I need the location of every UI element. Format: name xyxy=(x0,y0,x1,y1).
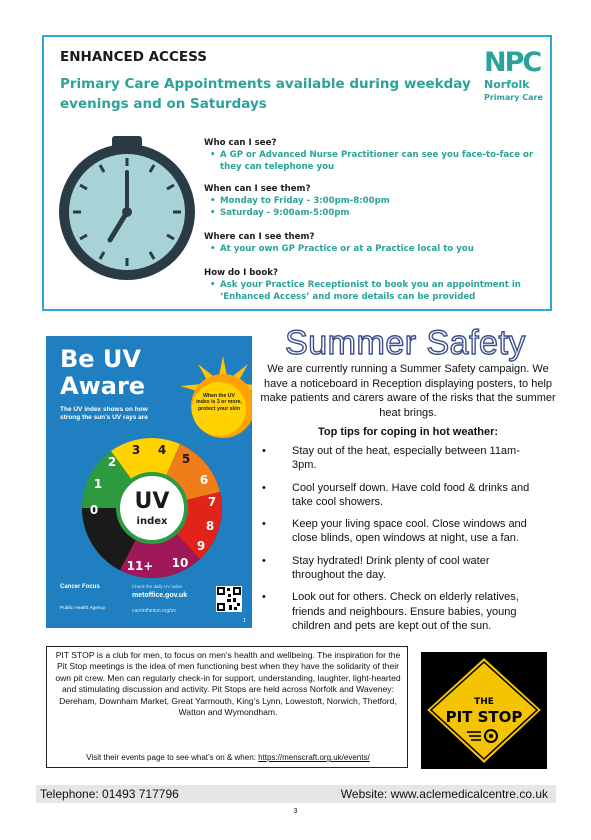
uv-dial-number: 7 xyxy=(207,495,217,509)
uv-dial-number: 3 xyxy=(131,443,141,457)
qa-answer: • Monday to Friday - 3:00pm-8:00pm xyxy=(210,196,390,206)
npc-logo-primary-care: Primary Care xyxy=(484,93,543,102)
summer-safety-intro: We are currently running a Summer Safety campaign. We have a noticeboard in Reception displaying posters, to help make patients and carers aware of the risks that the summer heat brings. xyxy=(260,363,556,419)
tip-item: • Stay out of the heat, especially between 11am-3pm. xyxy=(262,445,520,472)
tips-list xyxy=(262,444,542,641)
clock-icon xyxy=(52,132,202,282)
qa-where xyxy=(204,231,549,255)
uv-dial-number: 11+ xyxy=(126,559,154,573)
uv-poster xyxy=(46,336,252,628)
uv-dial-number: 10 xyxy=(171,556,189,570)
uv-subtitle: The UV index shows on how strong the sun's UV rays are xyxy=(60,406,148,421)
npc-logo-letters: NPC xyxy=(484,47,541,78)
care-in-sun-link: careinthesun.org/uv xyxy=(132,608,176,614)
uv-dial-number: 6 xyxy=(199,473,209,487)
npc-logo xyxy=(480,47,546,107)
qa-question: Who can I see? xyxy=(204,138,277,148)
pit-stop-visit-label: Visit their events page to see what’s on & when: xyxy=(86,753,259,762)
summer-safety-heading: Summer Safety xyxy=(285,324,526,362)
cancer-focus-logo: Cancer Focus xyxy=(60,584,100,590)
pit-stop-panel xyxy=(46,646,408,768)
uv-dial-number: 8 xyxy=(205,519,215,533)
uv-index-dial xyxy=(80,436,224,580)
enhanced-access-title: ENHANCED ACCESS xyxy=(60,49,207,65)
uv-dial-number: 4 xyxy=(157,443,167,457)
tip-item: • Keep your living space cool. Close windows and close blinds, open windows at night, use a fan. xyxy=(262,518,527,545)
pit-stop-logo xyxy=(421,652,547,769)
menscraft-events-link[interactable]: https://menscraft.org.uk/events/ xyxy=(258,753,370,762)
qa-question: Where can I see them? xyxy=(204,232,315,242)
hsc-logo: Public Health Agency xyxy=(60,606,106,611)
qa-who xyxy=(204,137,549,173)
qa-question: How do I book? xyxy=(204,268,278,278)
footer-telephone: Telephone: 01493 717796 xyxy=(40,787,179,801)
uv-title: Be UV Aware xyxy=(60,345,146,400)
uv-check-text: Check the daily UV index xyxy=(132,584,183,589)
footer-bar xyxy=(36,785,556,803)
uv-dial-number: 2 xyxy=(107,455,117,469)
pit-stop-sign-icon xyxy=(421,652,547,769)
enhanced-access-panel xyxy=(42,35,552,311)
qr-code-icon xyxy=(216,586,242,612)
pit-stop-logo-title: PIT STOP xyxy=(445,708,523,726)
qa-how xyxy=(204,267,549,303)
enhanced-access-subtitle: Primary Care Appointments available during weekday evenings and on Saturdays xyxy=(60,76,471,112)
npc-logo-norfolk: Norfolk xyxy=(484,78,530,91)
qa-when xyxy=(204,183,549,219)
tip-item: • Stay hydrated! Drink plenty of cool water throughout the day. xyxy=(262,554,490,582)
tip-item: • Look out for others. Check on elderly relatives, friends and neighbours. Ensure babies, young children and pets are kept out of the sun. xyxy=(262,591,519,632)
uv-poster-page: 1 xyxy=(243,618,246,624)
uv-dial-number: 5 xyxy=(181,452,191,466)
tip-item: • Cool yourself down. Have cold food & drinks and take cool showers. xyxy=(262,481,530,508)
metoffice-link: metoffice.gov.uk xyxy=(132,592,188,599)
uv-dial-number: 9 xyxy=(196,539,206,553)
pit-stop-visit xyxy=(53,753,403,762)
footer-website: Website: www.aclemedicalcentre.co.uk xyxy=(340,787,548,801)
qa-answer: • Ask your Practice Receptionist to book you an appointment in ‘Enhanced Access’ and more details can be provided xyxy=(210,280,521,302)
pit-stop-text: PIT STOP is a club for men, to focus on men’s health and wellbeing. The inspiration for the Pit Stop meetings is the idea of men functioning best when they have the solidarity of their own pit crew. Men can regularly check-in for support, understanding, laughter, light-hearted and stimulating discussion and activity. Pit Stops are held across Norfolk and Waveney: Dereham, Downham Market, Great Yarmouth, King’s Lynn, Lowestoft, Norwich, Thetford, Watton and Wymondham. xyxy=(55,650,401,718)
qa-question: When can I see them? xyxy=(204,184,311,194)
pit-stop-logo-the: THE xyxy=(474,697,494,707)
page-number: 3 xyxy=(293,808,298,815)
uv-bubble: When the UV index is 3 or more, protect your skin xyxy=(192,382,246,436)
uv-dial-center-uv: UV xyxy=(134,489,170,514)
qa-answer: • Saturday - 9:00am-5:00pm xyxy=(210,208,350,218)
uv-poster-footer xyxy=(46,578,252,628)
uv-dial-number: 0 xyxy=(89,503,99,517)
qa-answer: • A GP or Advanced Nurse Practitioner can see you face-to-face or they can telephone you xyxy=(210,150,534,172)
uv-dial-number: 1 xyxy=(93,477,103,491)
tips-title: Top tips for coping in hot weather: xyxy=(317,426,499,438)
qa-answer: • At your own GP Practice or at a Practice local to you xyxy=(210,244,474,254)
uv-dial-center-index: index xyxy=(136,516,168,527)
